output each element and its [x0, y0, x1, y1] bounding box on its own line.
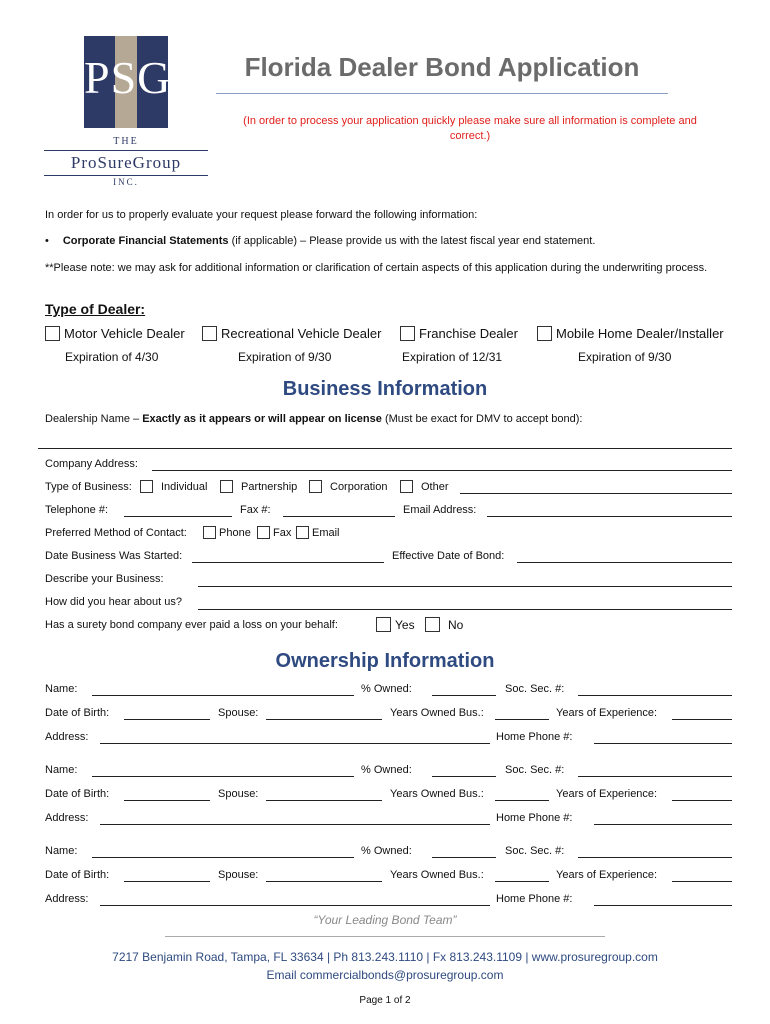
checkbox[interactable]: [257, 526, 270, 539]
company-address-label: Company Address:: [45, 458, 138, 470]
owner-years-owned-label: Years Owned Bus.:: [390, 707, 484, 719]
option-label: Phone: [219, 526, 251, 539]
owner-name-field[interactable]: [92, 857, 354, 858]
dealer-type-heading: Type of Dealer:: [45, 301, 146, 317]
option-label: Other: [421, 480, 449, 493]
option-label: Fax: [273, 526, 292, 539]
owner-spouse-label: Spouse:: [218, 707, 259, 719]
owner-ssn-label: Soc. Sec. #:: [505, 683, 565, 695]
business-info-heading: Business Information: [282, 378, 488, 400]
option-label: Yes: [395, 617, 415, 632]
logo-letters: PSG: [84, 52, 172, 103]
business-type-individual[interactable]: [140, 480, 207, 493]
label-bold: Exactly as it appears or will appear on license: [142, 413, 382, 425]
owner-spouse-label: Spouse:: [218, 788, 259, 800]
bullet-rest: (if applicable) – Please provide us with the latest fiscal year end statement.: [228, 235, 596, 247]
owner-home-phone-label: Home Phone #:: [496, 731, 573, 743]
logo-company-name: ProSureGroup: [44, 150, 208, 176]
owner-years-exp-field[interactable]: [672, 719, 732, 720]
owner-dob-field[interactable]: [124, 881, 210, 882]
date-started-label: Date Business Was Started:: [45, 550, 183, 562]
owner-years-owned-field[interactable]: [495, 800, 549, 801]
owner-dob-field[interactable]: [124, 719, 210, 720]
owner-percent-field[interactable]: [432, 776, 496, 777]
intro-text: In order for us to properly evaluate your request please forward the following information:: [45, 209, 478, 221]
owner-address-label: Address:: [45, 812, 89, 824]
checkbox[interactable]: [425, 617, 440, 632]
describe-business-field[interactable]: [198, 586, 732, 587]
dealer-option-mobile-home[interactable]: [537, 326, 724, 341]
owner-dob-label: Date of Birth:: [45, 788, 110, 800]
owner-spouse-field[interactable]: [266, 881, 382, 882]
owner-home-phone-label: Home Phone #:: [496, 893, 573, 905]
checkbox[interactable]: [400, 326, 415, 341]
owner-ssn-label: Soc. Sec. #:: [505, 845, 565, 857]
contact-method-label: Preferred Method of Contact:: [45, 527, 187, 539]
referral-source-label: How did you hear about us?: [45, 596, 182, 608]
option-label: Motor Vehicle Dealer: [64, 326, 185, 341]
checkbox[interactable]: [400, 480, 413, 493]
owner-years-exp-field[interactable]: [672, 881, 732, 882]
date-started-field[interactable]: [192, 562, 384, 563]
owner-percent-label: % Owned:: [361, 764, 412, 776]
company-logo: [44, 36, 208, 188]
owner-address-label: Address:: [45, 731, 89, 743]
owner-ssn-field[interactable]: [578, 776, 732, 777]
fax-field[interactable]: [283, 516, 395, 517]
logo-inc: INC.: [113, 177, 139, 187]
telephone-field[interactable]: [124, 516, 232, 517]
owner-spouse-label: Spouse:: [218, 869, 259, 881]
expiration-franchise: Expiration of 12/31: [402, 350, 503, 364]
owner-dob-label: Date of Birth:: [45, 869, 110, 881]
business-type-label: Type of Business:: [45, 481, 132, 493]
owner-ssn-field[interactable]: [578, 857, 732, 858]
checkbox[interactable]: [202, 326, 217, 341]
owner-address-field[interactable]: [100, 824, 490, 825]
bullet-icon: •: [45, 235, 49, 247]
checkbox[interactable]: [537, 326, 552, 341]
business-type-corporation[interactable]: [309, 480, 387, 493]
contact-option-fax[interactable]: [257, 526, 291, 539]
owner-dob-label: Date of Birth:: [45, 707, 110, 719]
checkbox[interactable]: [140, 480, 153, 493]
owner-years-owned-label: Years Owned Bus.:: [390, 869, 484, 881]
checkbox[interactable]: [220, 480, 233, 493]
option-label: Individual: [161, 480, 208, 493]
owner-years-owned-field[interactable]: [495, 719, 549, 720]
owner-spouse-field[interactable]: [266, 800, 382, 801]
page-title: Florida Dealer Bond Application: [244, 52, 640, 82]
bullet-bold: Corporate Financial Statements: [62, 235, 229, 247]
owner-ssn-label: Soc. Sec. #:: [505, 764, 565, 776]
page-number: Page 1 of 2: [359, 995, 411, 1006]
owner-years-exp-label: Years of Experience:: [556, 788, 658, 800]
owner-home-phone-field[interactable]: [594, 905, 732, 906]
owner-years-owned-label: Years Owned Bus.:: [390, 788, 484, 800]
owner-years-exp-field[interactable]: [672, 800, 732, 801]
fax-label: Fax #:: [240, 504, 271, 516]
contact-option-email[interactable]: [296, 526, 340, 539]
describe-business-label: Describe your Business:: [45, 573, 164, 585]
expiration-motor-vehicle: Expiration of 4/30: [65, 350, 159, 364]
business-type-partnership[interactable]: [220, 480, 297, 493]
owner-ssn-field[interactable]: [578, 695, 732, 696]
owner-name-label: Name:: [45, 683, 78, 695]
email-label: Email Address:: [403, 504, 477, 516]
dealership-name-field[interactable]: [38, 448, 732, 449]
checkbox[interactable]: [45, 326, 60, 341]
owner-address-label: Address:: [45, 893, 89, 905]
owner-home-phone-field[interactable]: [594, 743, 732, 744]
owner-percent-label: % Owned:: [361, 845, 412, 857]
underwriting-note: **Please note: we may ask for additional information or clarification of certain aspects of this application during the underwriting process.: [45, 262, 708, 274]
effective-date-label: Effective Date of Bond:: [392, 550, 505, 562]
referral-source-field[interactable]: [198, 609, 732, 610]
option-label: No: [448, 617, 464, 632]
business-type-other-field[interactable]: [460, 493, 732, 494]
owner-years-exp-label: Years of Experience:: [556, 869, 658, 881]
checkbox[interactable]: [376, 617, 391, 632]
surety-loss-yes[interactable]: [376, 617, 415, 632]
instructions-note: (In order to process your application quickly please make sure all information is complete and correct.): [243, 115, 697, 142]
option-label: Franchise Dealer: [419, 326, 518, 341]
footer-contact[interactable]: 7217 Benjamin Road, Tampa, FL 33634 | Ph 813.243.1110 | Fx 813.243.1109 | www.prosuregroup.com: [112, 950, 658, 964]
owner-address-field[interactable]: [100, 905, 490, 906]
ownership-info-heading: Ownership Information: [275, 650, 495, 672]
owner-home-phone-field[interactable]: [594, 824, 732, 825]
owner-percent-field[interactable]: [432, 695, 496, 696]
email-field[interactable]: [487, 516, 732, 517]
dealership-name-label: [45, 413, 582, 425]
option-label: Partnership: [241, 480, 298, 493]
checkbox[interactable]: [296, 526, 309, 539]
option-label: Mobile Home Dealer/Installer: [556, 326, 724, 341]
owner-address-field[interactable]: [100, 743, 490, 744]
owner-dob-field[interactable]: [124, 800, 210, 801]
footer-email[interactable]: Email commercialbonds@prosuregroup.com: [266, 968, 504, 982]
owner-name-label: Name:: [45, 845, 78, 857]
title-divider: [216, 93, 668, 94]
option-label: Recreational Vehicle Dealer: [221, 326, 382, 341]
logo-the: THE: [113, 136, 139, 147]
effective-date-field[interactable]: [517, 562, 732, 563]
bullet-item: [45, 235, 595, 247]
option-label: Corporation: [330, 480, 388, 493]
owner-name-field[interactable]: [92, 776, 354, 777]
label-prefix: Dealership Name –: [45, 413, 143, 425]
telephone-label: Telephone #:: [45, 504, 108, 516]
owner-years-owned-field[interactable]: [495, 881, 549, 882]
owner-years-exp-label: Years of Experience:: [556, 707, 658, 719]
owner-name-field[interactable]: [92, 695, 354, 696]
footer-divider: [165, 936, 605, 937]
checkbox[interactable]: [203, 526, 216, 539]
dealer-option-franchise[interactable]: [400, 326, 518, 341]
option-label: Email: [312, 526, 340, 539]
contact-option-phone[interactable]: [203, 526, 251, 539]
owner-percent-field[interactable]: [432, 857, 496, 858]
surety-loss-question: Has a surety bond company ever paid a loss on your behalf:: [45, 619, 338, 631]
company-address-field[interactable]: [152, 470, 732, 471]
expiration-recreational-vehicle: Expiration of 9/30: [238, 350, 332, 364]
label-suffix: (Must be exact for DMV to accept bond):: [381, 413, 583, 425]
dealer-option-recreational-vehicle[interactable]: [202, 326, 381, 341]
expiration-mobile-home: Expiration of 9/30: [578, 350, 672, 364]
checkbox[interactable]: [309, 480, 322, 493]
owner-name-label: Name:: [45, 764, 78, 776]
footer-tagline: “Your Leading Bond Team”: [313, 913, 457, 927]
owner-home-phone-label: Home Phone #:: [496, 812, 573, 824]
owner-percent-label: % Owned:: [361, 683, 412, 695]
surety-loss-no[interactable]: [425, 617, 463, 632]
dealer-option-motor-vehicle[interactable]: [45, 326, 185, 341]
owner-spouse-field[interactable]: [266, 719, 382, 720]
business-type-other[interactable]: [400, 480, 449, 493]
